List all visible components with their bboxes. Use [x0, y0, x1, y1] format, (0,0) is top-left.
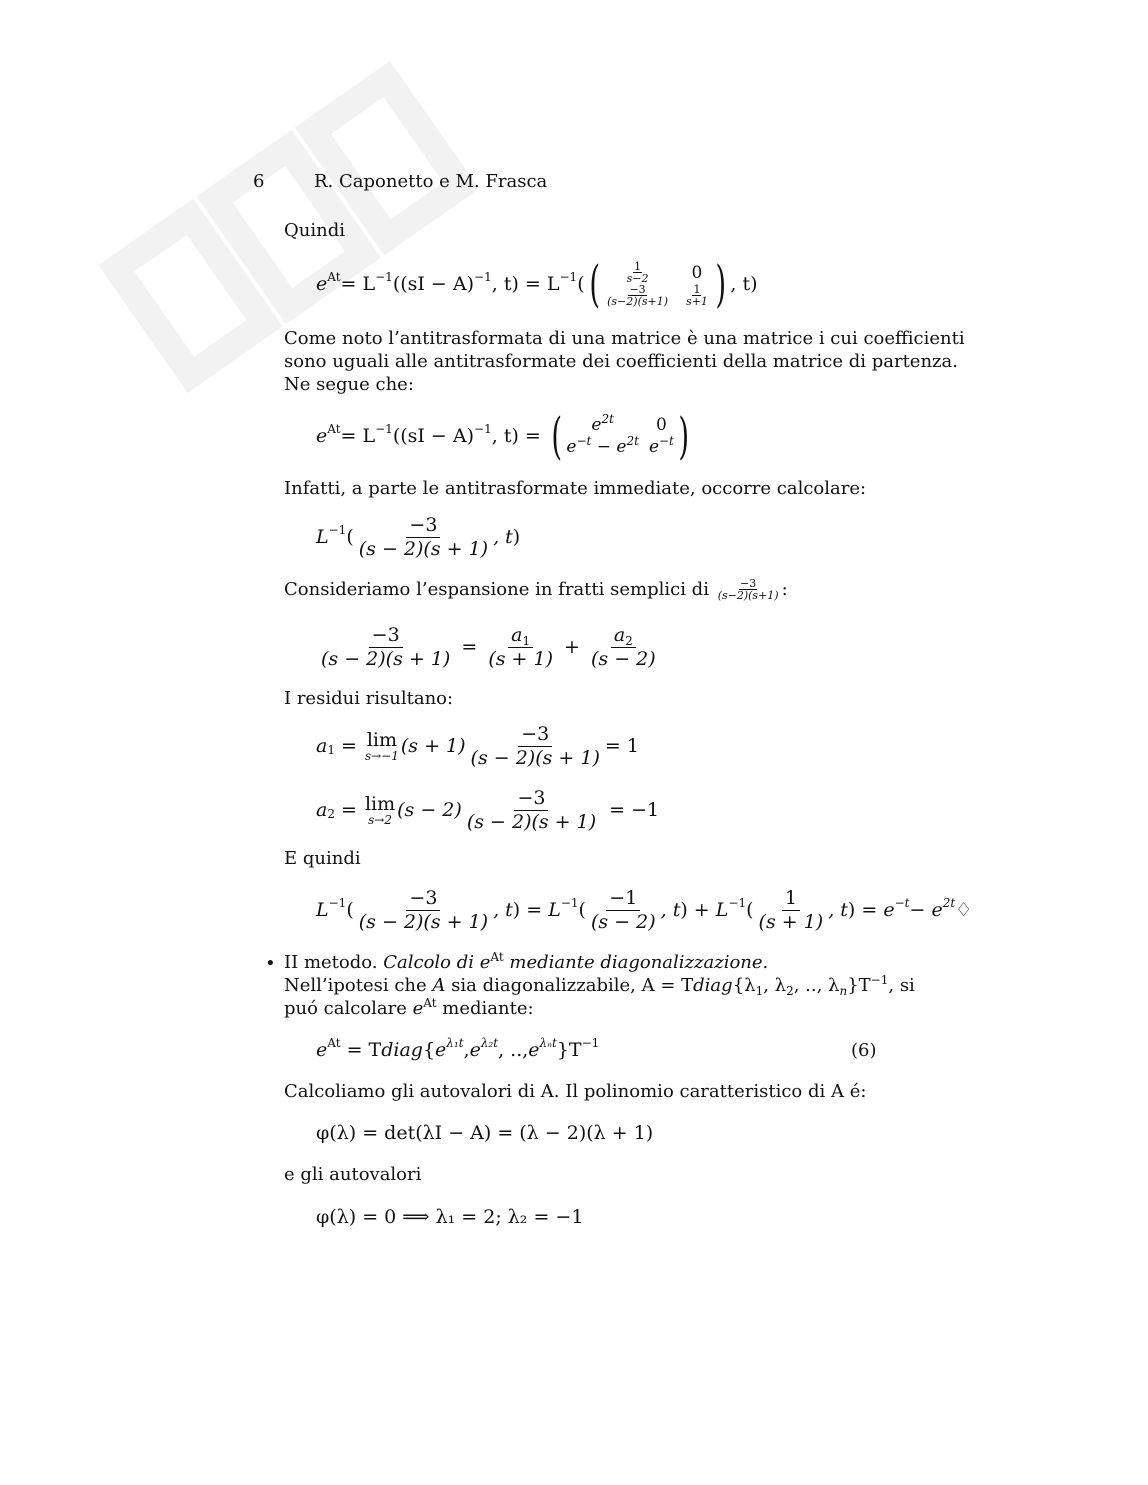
- paragraph-line: Ne segue che:: [284, 374, 414, 395]
- paragraph-residui: I residui risultano:: [284, 688, 454, 709]
- paragraph-partial-fractions: Consideriamo l’espansione in fratti semplici di $\frac{-3}{(s-2)(s+1)}$ :: [284, 577, 788, 602]
- bullet-line-2: Nell’ipotesi che A sia diagonalizzabile, $A = Tdiag\{\lambda_1$, $\lambda_2$, .., $\lambda_n\}T^{-1}$, si: [284, 973, 915, 998]
- equation-inverse-laplace-fraction: L $^{-1}$ ( $\frac{-3}{(s - 2)(s + 1)}$ , t ): [316, 513, 521, 560]
- paragraph-infatti: Infatti, a parte le antitrasformate immediate, occorre calcolare:: [284, 478, 867, 499]
- equation-eigenvalues: φ(λ) = 0 ⟹ λ₁ = 2; λ₂ = −1: [316, 1206, 584, 1228]
- paragraph-line: sono uguali alle antitrasformate dei coefficienti della matrice di partenza.: [284, 351, 958, 372]
- matrix-exponential: $e^{2t}$ 0 $e^{-t} - e^{2t}$ $e^{-t}$: [566, 412, 674, 457]
- page-number: 6: [253, 171, 265, 192]
- equation-residue-a1: a $_1$ = lim s→−1 (s + 1) $\frac{-3}{(s - 2)(s + 1)}$ = 1: [316, 722, 639, 769]
- equation-residue-a2: a $_2$ = lim s→2 (s − 2) $\frac{-3}{(s - 2)(s + 1)}$ = −1: [316, 786, 660, 833]
- bullet-line-3: puó calcolare $e^{At}$ mediante:: [284, 996, 534, 1019]
- matrix-resolvent: $\frac{1}{s-2}$ 0 $\frac{-3}{(s-2)(s+1)}$ $\frac{1}{s+1}$: [607, 260, 708, 308]
- equation-final-inverse-laplace: L $^{-1}$ ( $\frac{-3}{(s - 2)(s + 1)}$ , t ) = L $^{-1}$ ( $\frac{-1}{(s - 2)}$ , t ) + L $^{-1}$ ( $\frac{1}{(s + 1)}$ , t ) = e $^{-t}$ − e $^{2t}$ ♢: [316, 886, 973, 933]
- equation-characteristic-polynomial: φ(λ) = det(λI − A) = (λ − 2)(λ + 1): [316, 1122, 654, 1144]
- equation-eAt-laplace-matrix: e $^{At}$ = L $^{-1}$ ((sI − A) $^{-1}$ , t) = L $^{-1}$ ( ( $\frac{1}{s-2}$ 0 $\frac{-3}{(s-2)(s+1)}$ $\frac{1}{s+1}$ ) , t): [316, 255, 758, 313]
- equation-diagonalization: e $^{At}$ = T diag { e $^{\lambda_1t}$ , e $^{\lambda_2t}$ , .., e $^{\lambda_nt}$ }T $^{-1}$: [316, 1036, 600, 1061]
- equation-number: (6): [851, 1040, 877, 1061]
- paragraph-quindi: Quindi: [284, 220, 345, 241]
- equation-partial-fraction-expansion: $\frac{-3}{(s - 2)(s + 1)}$ = $\frac{a_1}{(s + 1)}$ + $\frac{a_2}{(s - 2)}$: [321, 623, 656, 670]
- bullet-line-1: II metodo. Calcolo di $e^{At}$ mediante diagonalizzazione.: [284, 950, 769, 973]
- paragraph-autovalori: Calcoliamo gli autovalori di A. Il polinomio caratteristico di A é:: [284, 1081, 867, 1102]
- running-header-authors: R. Caponetto e M. Frasca: [314, 171, 548, 192]
- paragraph-e-quindi: E quindi: [284, 848, 361, 869]
- qed-diamond-icon: ♢: [955, 899, 973, 921]
- equation-eAt-result-matrix: e $^{At}$ = L $^{-1}$ ((sI − A) $^{-1}$ , t) = ( $e^{2t}$ 0 $e^{-t} - e^{2t}$ $e^{-t}$ ): [316, 407, 690, 465]
- bullet-icon: •: [265, 953, 276, 974]
- paragraph-line: Come noto l’antitrasformata di una matrice è una matrice i cui coefficienti: [284, 328, 965, 349]
- paragraph-e-gli-autovalori: e gli autovalori: [284, 1164, 422, 1185]
